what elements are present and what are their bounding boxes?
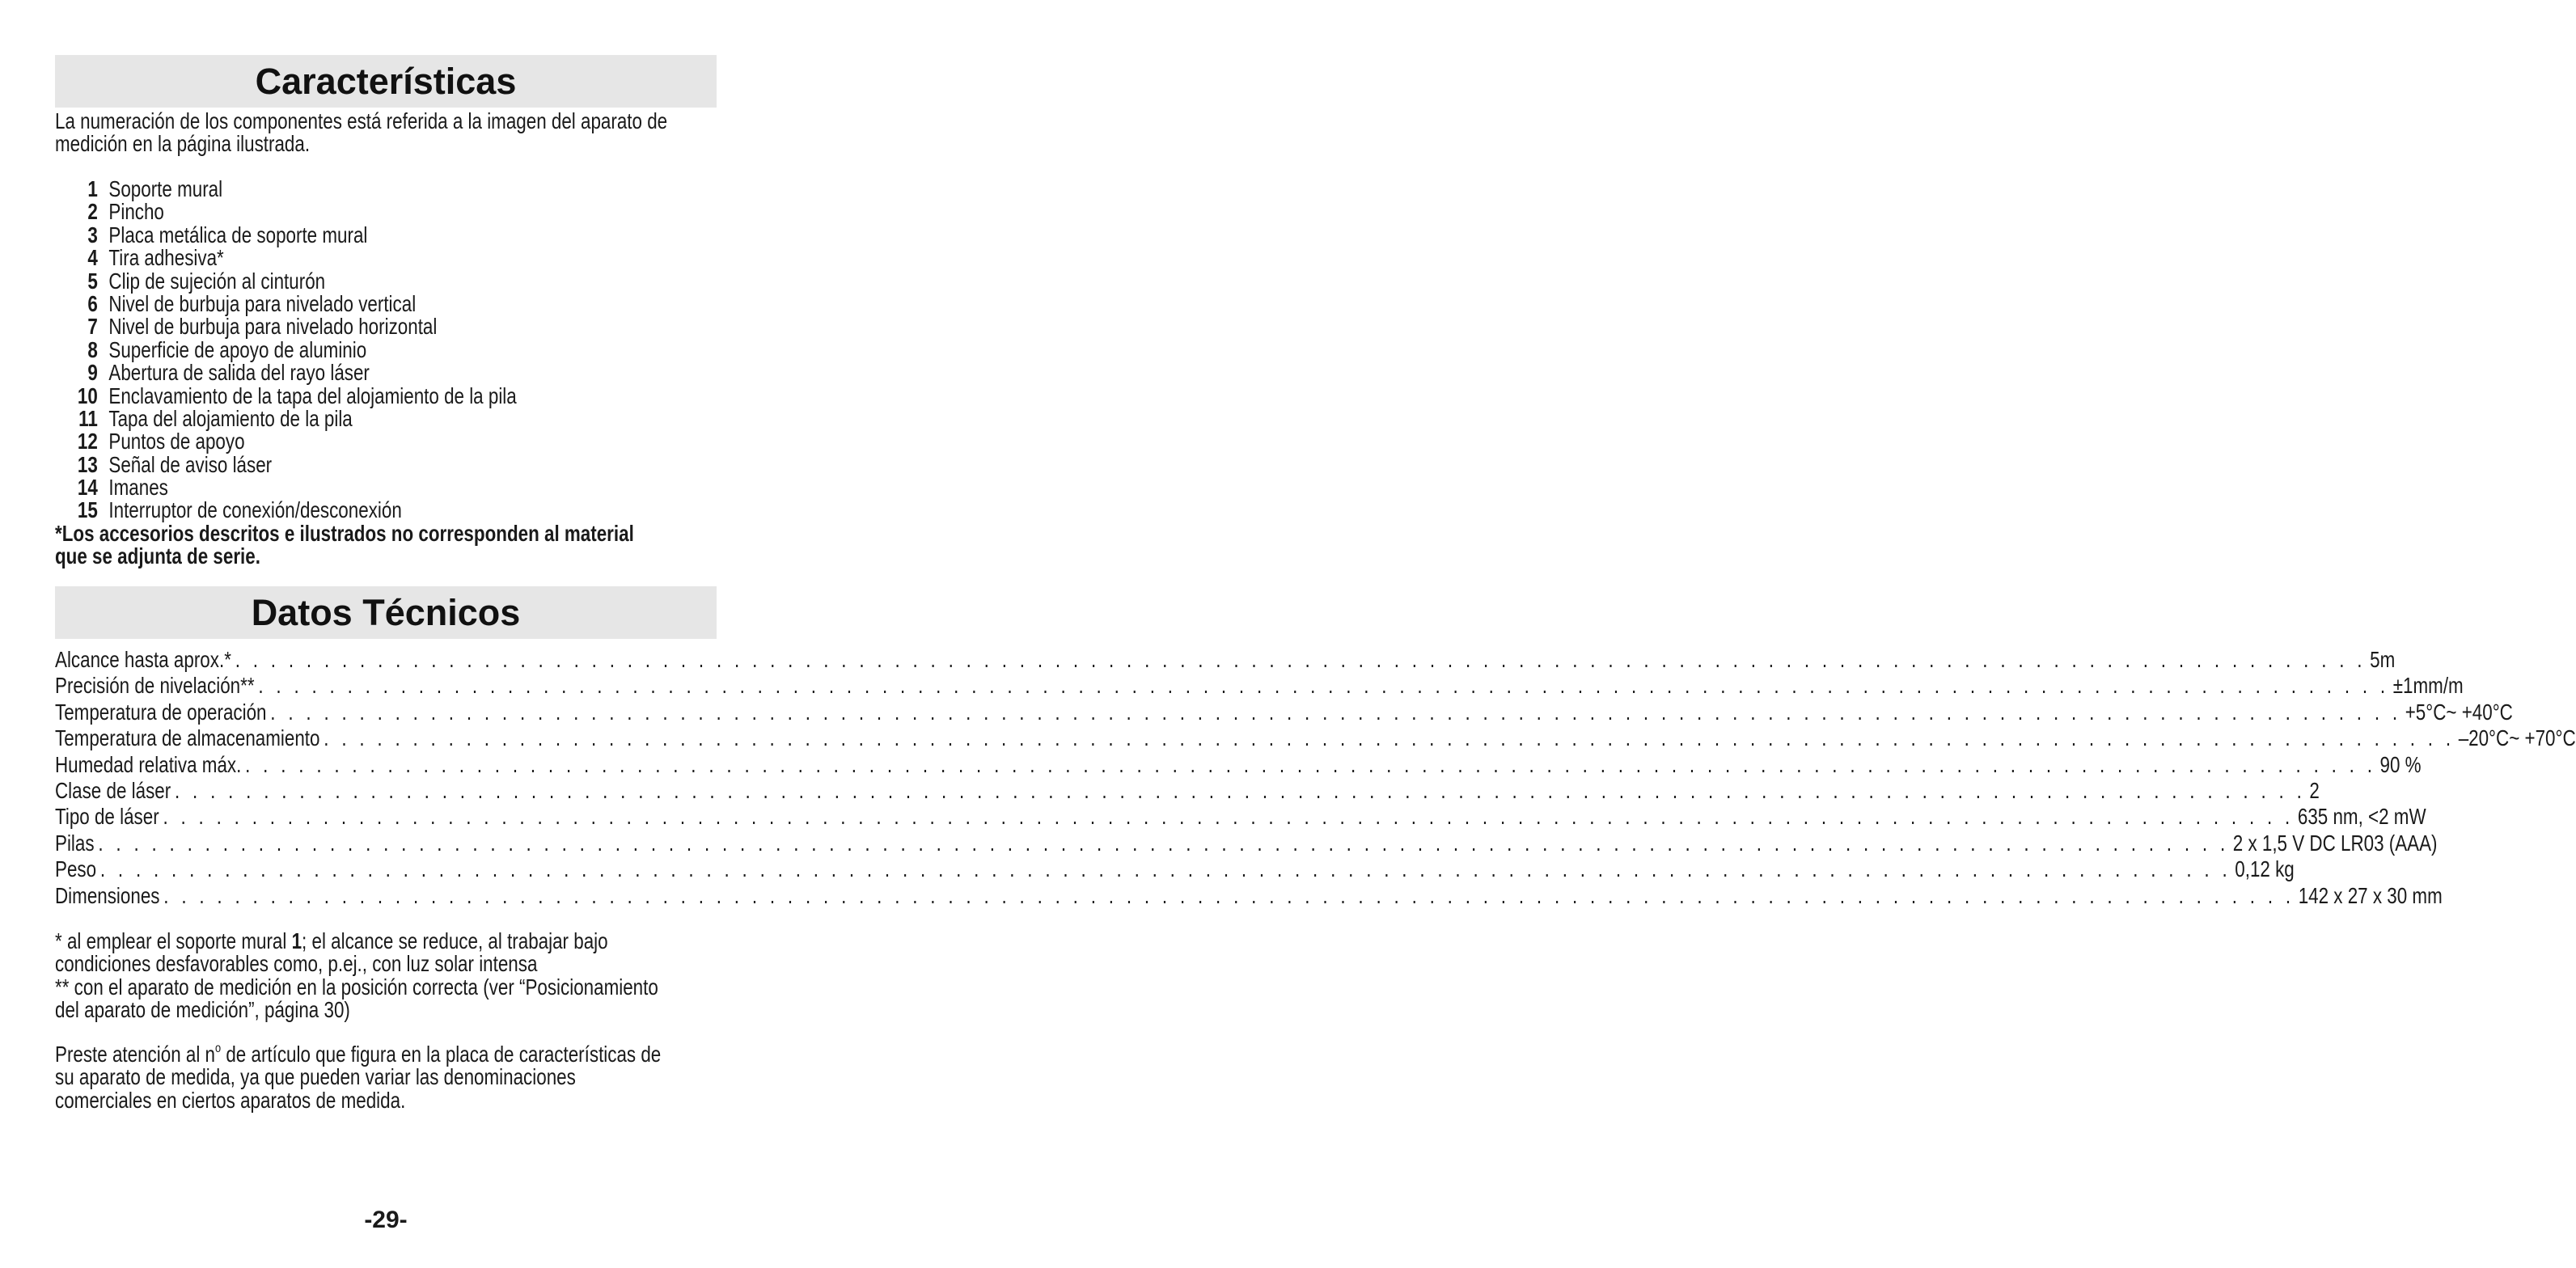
spec-value: –20°C~ +70°C — [2458, 725, 2576, 751]
spec-row — [55, 804, 2426, 830]
closing-line: comerciales en ciertos aparatos de medida. — [55, 1087, 406, 1113]
component-item — [55, 178, 717, 201]
component-item — [55, 290, 717, 316]
spec-row — [55, 725, 2576, 751]
spec-value: 635 nm, <2 mW — [2297, 804, 2426, 830]
component-label: Enclavamiento de la tapa del alojamiento de la pila — [108, 383, 517, 408]
spec-label: Dimensiones — [55, 882, 160, 908]
component-number: 15 — [77, 497, 98, 523]
spec-row — [55, 673, 2464, 699]
spec-row — [55, 830, 2438, 856]
component-number: 4 — [87, 245, 98, 271]
component-item — [55, 405, 717, 431]
component-item — [55, 247, 717, 269]
component-label: Clip de sujeción al cinturón — [108, 268, 326, 294]
component-number: 2 — [87, 199, 98, 225]
component-item — [55, 201, 717, 223]
component-label: Puntos de apoyo — [108, 429, 245, 454]
component-number: 9 — [87, 360, 98, 386]
spec-value: 2 x 1,5 V DC LR03 (AAA) — [2232, 830, 2438, 856]
component-number: 5 — [87, 268, 98, 294]
spec-value: ±1mm/m — [2392, 673, 2464, 699]
component-list — [55, 178, 717, 522]
component-label: Abertura de salida del rayo láser — [108, 360, 370, 386]
spec-row — [55, 647, 2396, 673]
dot-leader: . . . . . . . . . . . . . . . . . . . . . . . . . . . . . . . . . . . . . . . . . . . . . . . . . . . . . . . . . . . . . . . . . . . . . . . . . . . . . . . . . . . . . . . . . . . . . . . . . . . . . . . . . . . . . . . . . . . . . . . . — [245, 751, 2376, 777]
spec-row — [55, 751, 2422, 778]
component-number: 3 — [87, 222, 98, 247]
component-number: 14 — [77, 475, 98, 501]
component-item — [55, 430, 717, 453]
dot-leader: . . . . . . . . . . . . . . . . . . . . . . . . . . . . . . . . . . . . . . . . . . . . . . . . . . . . . . . . . . . . . . . . . . . . . . . . . . . . . . . . . . . . . . . . . . . . . . . . . . . . . . . . . . . . . . . . . . . . . . . . — [235, 647, 2367, 672]
component-label: Imanes — [108, 475, 168, 501]
component-label: Tapa del alojamiento de la pila — [108, 405, 353, 431]
dot-leader: . . . . . . . . . . . . . . . . . . . . . . . . . . . . . . . . . . . . . . . . . . . . . . . . . . . . . . . . . . . . . . . . . . . . . . . . . . . . . . . . . . . . . . . . . . . . . . . . . . . . . . . . . . . . . . . . . . . . . . . . — [163, 804, 2295, 830]
spec-row — [55, 882, 2443, 909]
spec-value: 90 % — [2379, 751, 2422, 777]
spec-value: 142 x 27 x 30 mm — [2298, 882, 2443, 908]
dot-leader: . . . . . . . . . . . . . . . . . . . . . . . . . . . . . . . . . . . . . . . . . . . . . . . . . . . . . . . . . . . . . . . . . . . . . . . . . . . . . . . . . . . . . . . . . . . . . . . . . . . . . . . . . . . . . . . . . . . . . . . . — [99, 856, 2231, 882]
dot-leader: . . . . . . . . . . . . . . . . . . . . . . . . . . . . . . . . . . . . . . . . . . . . . . . . . . . . . . . . . . . . . . . . . . . . . . . . . . . . . . . . . . . . . . . . . . . . . . . . . . . . . . . . . . . . . . . . . . . . . . . . — [270, 699, 2401, 725]
footnote-2: ** con el aparato de medición en la posición correcta (ver “Posicionamiento — [55, 974, 658, 1000]
component-item — [55, 476, 717, 499]
spec-row — [55, 777, 2320, 804]
spec-row — [55, 699, 2513, 725]
spec-label: Peso — [55, 856, 97, 882]
note-line: que se adjunta de serie. — [55, 543, 260, 569]
footnote-2-cont: del aparato de medición”, página 30) — [55, 997, 350, 1023]
component-item — [55, 385, 717, 408]
features-heading: Características — [55, 55, 717, 108]
spec-label: Precisión de nivelación** — [55, 673, 255, 699]
component-number: 7 — [87, 314, 98, 340]
component-label: Placa metálica de soporte mural — [108, 222, 368, 247]
accessories-note — [55, 522, 717, 568]
component-number: 11 — [78, 405, 98, 431]
component-label: Superficie de apoyo de aluminio — [108, 336, 367, 362]
component-number: 6 — [87, 290, 98, 316]
spec-footnotes — [55, 930, 717, 1022]
component-item — [55, 315, 717, 338]
dot-leader: . . . . . . . . . . . . . . . . . . . . . . . . . . . . . . . . . . . . . . . . . . . . . . . . . . . . . . . . . . . . . . . . . . . . . . . . . . . . . . . . . . . . . . . . . . . . . . . . . . . . . . . . . . . . . . . . . . . . . . . . — [163, 882, 2295, 908]
spec-table — [55, 647, 2576, 909]
closing-paragraph — [55, 1043, 717, 1112]
component-number: 1 — [87, 176, 98, 201]
component-number: 8 — [87, 336, 98, 362]
spec-label: Pilas — [55, 830, 95, 856]
dot-leader: . . . . . . . . . . . . . . . . . . . . . . . . . . . . . . . . . . . . . . . . . . . . . . . . . . . . . . . . . . . . . . . . . . . . . . . . . . . . . . . . . . . . . . . . . . . . . . . . . . . . . . . . . . . . . . . . . . . . . . . . — [98, 830, 2229, 856]
dot-leader: . . . . . . . . . . . . . . . . . . . . . . . . . . . . . . . . . . . . . . . . . . . . . . . . . . . . . . . . . . . . . . . . . . . . . . . . . . . . . . . . . . . . . . . . . . . . . . . . . . . . . . . . . . . . . . . . . . . . . . . . — [324, 725, 2455, 751]
intro-line: medición en la página ilustrada. — [55, 131, 311, 157]
component-item — [55, 336, 717, 362]
spec-label: Temperatura de almacenamiento — [55, 725, 320, 751]
component-item — [55, 270, 717, 293]
spec-value: 2 — [2309, 777, 2320, 803]
page-number: -29- — [364, 1207, 408, 1233]
dot-leader: . . . . . . . . . . . . . . . . . . . . . . . . . . . . . . . . . . . . . . . . . . . . . . . . . . . . . . . . . . . . . . . . . . . . . . . . . . . . . . . . . . . . . . . . . . . . . . . . . . . . . . . . . . . . . . . . . . . . . . . . — [174, 777, 2306, 803]
closing-line: su aparato de medida, ya que pueden variar las denominaciones — [55, 1064, 576, 1090]
component-label: Soporte mural — [108, 176, 223, 201]
component-label: Señal de aviso láser — [108, 451, 273, 477]
tech-data-heading: Datos Técnicos — [55, 586, 717, 639]
component-label: Interruptor de conexión/desconexión — [108, 497, 402, 523]
component-label: Tira adhesiva* — [108, 245, 224, 271]
spec-value: 5m — [2370, 647, 2396, 672]
closing-line: Preste atención al $n^o$ de artículo que figura en la placa de características de — [55, 1042, 662, 1067]
footnote-1-cont: condiciones desfavorables como, p.ej., con luz solar intensa — [55, 951, 538, 977]
component-number: 12 — [77, 429, 98, 454]
component-label: Nivel de burbuja para nivelado vertical — [108, 290, 417, 316]
component-label: Pincho — [108, 199, 164, 225]
spec-label: Temperatura de operación — [55, 699, 267, 725]
dot-leader: . . . . . . . . . . . . . . . . . . . . . . . . . . . . . . . . . . . . . . . . . . . . . . . . . . . . . . . . . . . . . . . . . . . . . . . . . . . . . . . . . . . . . . . . . . . . . . . . . . . . . . . . . . . . . . . . . . . . . . . . — [258, 673, 2389, 699]
features-intro — [55, 110, 717, 156]
component-number: 10 — [77, 383, 98, 408]
component-item — [55, 224, 717, 247]
note-line: *Los accesorios descritos e ilustrados no corresponden al material — [55, 521, 634, 546]
spec-value: 0,12 kg — [2235, 856, 2295, 882]
component-item — [55, 451, 717, 477]
component-label: Nivel de burbuja para nivelado horizontal — [108, 314, 438, 340]
spec-label: Clase de láser — [55, 777, 171, 803]
spec-label: Tipo de láser — [55, 804, 159, 830]
component-item — [55, 361, 717, 384]
component-number: 13 — [77, 451, 98, 477]
spec-value: +5°C~ +40°C — [2405, 699, 2513, 725]
footnote-1: * al emplear el soporte mural 1; el alcance se reduce, al trabajar bajo — [55, 928, 608, 953]
spec-row — [55, 856, 2295, 882]
spec-label: Humedad relativa máx. — [55, 751, 242, 777]
spec-label: Alcance hasta aprox.* — [55, 647, 231, 672]
intro-line: La numeración de los componentes está referida a la imagen del aparato de — [55, 108, 668, 133]
component-item — [55, 499, 717, 522]
